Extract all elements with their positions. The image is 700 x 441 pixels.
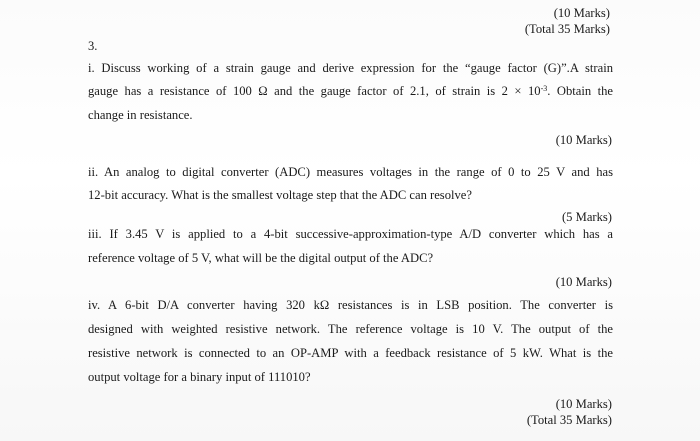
part-i-line-2-text: gauge has a resistance of 100 Ω and the gauge factor of 2.1, of strain is 2 × 10 bbox=[88, 84, 541, 98]
footer-total-marks: (Total 35 Marks) bbox=[526, 413, 612, 427]
part-i-line-2-suffix: . Obtain the bbox=[547, 84, 614, 98]
part-ii-line-1: ii. An analog to digital converter (ADC) measures voltages in the range of 0 to 25 V and has bbox=[88, 165, 613, 179]
part-i-exponent: -3 bbox=[540, 84, 548, 93]
part-iv-line-2: designed with weighted resistive network. The reference voltage is 10 V. The output of the bbox=[88, 322, 613, 336]
part-iv-line-1: iv. A 6-bit D/A converter having 320 kΩ resistances is in LSB position. The converter is bbox=[88, 298, 613, 312]
part-ii-marks: (5 Marks) bbox=[561, 210, 612, 224]
part-i-line-3: change in resistance. bbox=[88, 108, 193, 122]
part-iii-line-1: iii. If 3.45 V is applied to a 4-bit successive-approximation-type A/D converter which has a bbox=[88, 227, 613, 241]
part-iii-line-2: reference voltage of 5 V, what will be the digital output of the ADC? bbox=[88, 251, 434, 265]
part-i-marks: (10 Marks) bbox=[555, 133, 612, 147]
part-ii-line-2: 12-bit accuracy. What is the smallest voltage step that the ADC can resolve? bbox=[88, 188, 472, 202]
part-iv-line-4: output voltage for a binary input of 111010? bbox=[88, 370, 311, 384]
part-i-line-2 bbox=[88, 84, 613, 99]
part-iv-line-3: resistive network is connected to an OP-AMP with a feedback resistance of 5 kW. What is the bbox=[88, 346, 613, 360]
footer-marks: (10 Marks) bbox=[555, 397, 612, 411]
question-number: 3. bbox=[88, 39, 98, 53]
part-iii-marks: (10 Marks) bbox=[555, 275, 612, 289]
part-i-line-1: i. Discuss working of a strain gauge and derive expression for the “gauge factor (G)”.A strain bbox=[88, 61, 613, 75]
header-marks: (10 Marks) bbox=[553, 6, 610, 20]
header-total-marks: (Total 35 Marks) bbox=[524, 22, 610, 36]
